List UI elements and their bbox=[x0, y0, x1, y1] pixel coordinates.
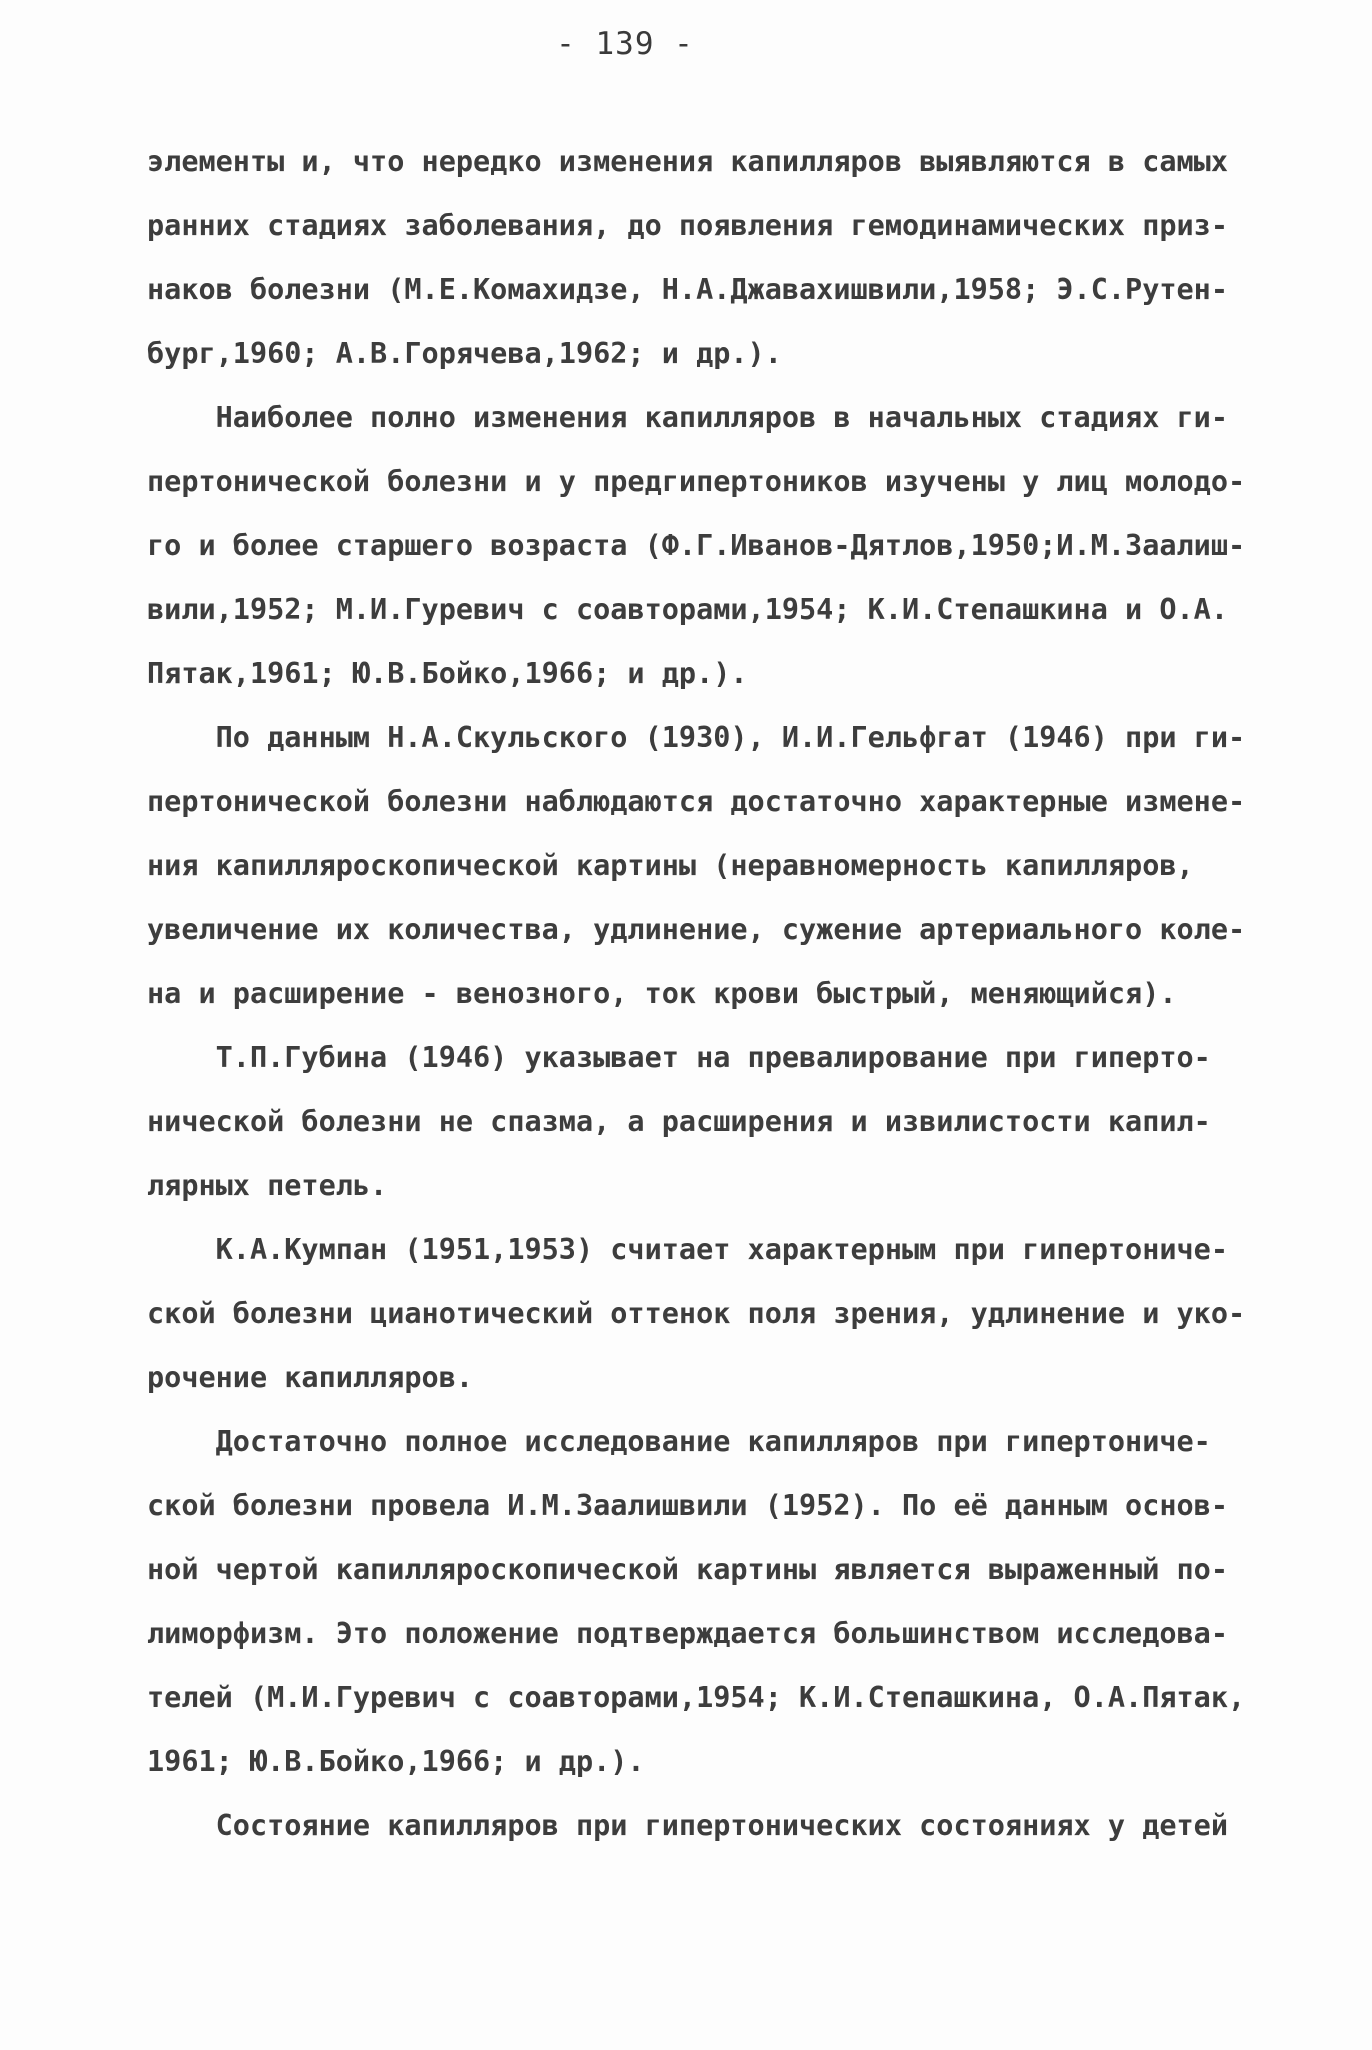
text-line: ской болезни провела И.М.Заалишвили (1952). По её данным основ- bbox=[147, 1489, 1228, 1522]
text-line: телей (М.И.Гуревич с соавторами,1954; К.И.Степашкина, О.А.Пятак, bbox=[147, 1681, 1246, 1714]
text-line: элементы и, что нередко изменения капилляров выявляются в самых bbox=[147, 145, 1228, 178]
paragraph bbox=[147, 1410, 1297, 1794]
paragraph bbox=[147, 1794, 1297, 1858]
text-line: лиморфизм. Это положение подтверждается большинством исследова- bbox=[147, 1617, 1228, 1650]
text-line: 1961; Ю.В.Бойко,1966; и др.). bbox=[147, 1745, 645, 1778]
text-line: Достаточно полное исследование капилляров при гипертониче- bbox=[147, 1425, 1211, 1458]
text-line: ния капилляроскопической картины (неравномерность капилляров, bbox=[147, 849, 1194, 882]
text-line: ранних стадиях заболевания, до появления гемодинамических приз- bbox=[147, 209, 1228, 242]
text-line: ской болезни цианотический оттенок поля зрения, удлинение и уко- bbox=[147, 1297, 1246, 1330]
page-number: - 139 - bbox=[556, 26, 694, 62]
paragraph bbox=[147, 1026, 1297, 1218]
text-line: ной чертой капилляроскопической картины является выраженный по- bbox=[147, 1553, 1228, 1586]
text-line: пертонической болезни наблюдаются достаточно характерные измене- bbox=[147, 785, 1246, 818]
text-line: пертонической болезни и у предгипертоников изучены у лиц молодо- bbox=[147, 465, 1246, 498]
body-text bbox=[147, 130, 1297, 1858]
text-line: вили,1952; М.И.Гуревич с соавторами,1954; К.И.Степашкина и О.А. bbox=[147, 593, 1228, 626]
text-line: Пятак,1961; Ю.В.Бойко,1966; и др.). bbox=[147, 657, 748, 690]
text-line: Т.П.Губина (1946) указывает на превалирование при гиперто- bbox=[147, 1041, 1211, 1074]
text-line: По данным Н.А.Скульского (1930), И.И.Гельфгат (1946) при ги- bbox=[147, 721, 1246, 754]
text-line: нической болезни не спазма, а расширения и извилистости капил- bbox=[147, 1105, 1211, 1138]
text-line: лярных петель. bbox=[147, 1169, 388, 1202]
paragraph bbox=[147, 386, 1297, 706]
text-line: рочение капилляров. bbox=[147, 1361, 474, 1394]
text-line: увеличение их количества, удлинение, сужение артериального коле- bbox=[147, 913, 1246, 946]
text-line: наков болезни (М.Е.Комахидзе, Н.А.Джавахишвили,1958; Э.С.Рутен- bbox=[147, 273, 1228, 306]
text-line: К.А.Кумпан (1951,1953) считает характерным при гипертониче- bbox=[147, 1233, 1228, 1266]
paragraph bbox=[147, 706, 1297, 1026]
text-line: Состояние капилляров при гипертонических состояниях у детей bbox=[147, 1809, 1228, 1842]
text-line: бург,1960; А.В.Горячева,1962; и др.). bbox=[147, 337, 782, 370]
text-line: Наиболее полно изменения капилляров в начальных стадиях ги- bbox=[147, 401, 1228, 434]
text-line: на и расширение - венозного, ток крови быстрый, меняющийся). bbox=[147, 977, 1177, 1010]
paragraph bbox=[147, 130, 1297, 386]
paragraph bbox=[147, 1218, 1297, 1410]
text-line: го и более старшего возраста (Ф.Г.Иванов-Дятлов,1950;И.М.Заалиш- bbox=[147, 529, 1246, 562]
